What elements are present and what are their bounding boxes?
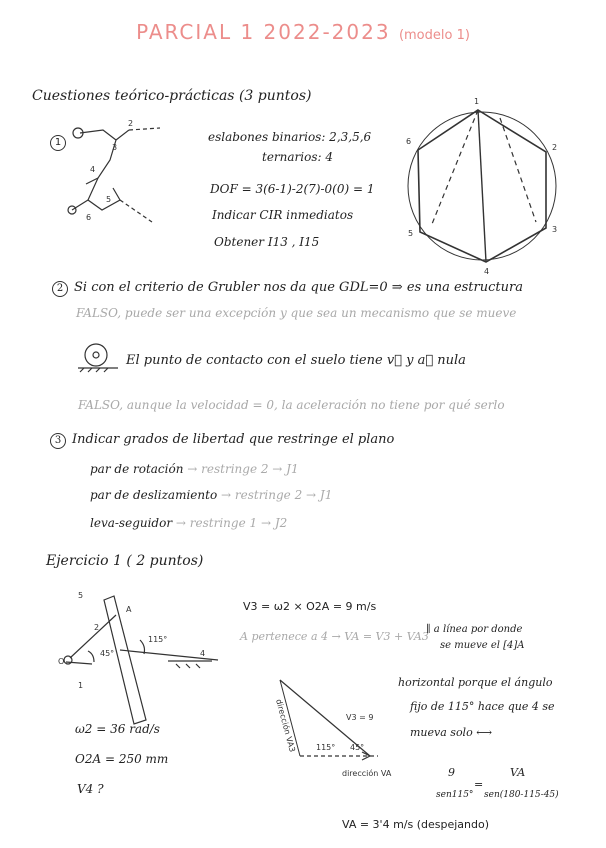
svg-text:4: 4	[484, 267, 490, 276]
list-item: par de rotación → restringe 2 → J1	[90, 462, 299, 476]
triangle-45-label: 45°	[350, 743, 365, 752]
sine-left-den: sen115°	[436, 790, 474, 800]
sine-left-num: 9	[448, 766, 455, 779]
given-w2: ω2 = 36 rad/s	[75, 722, 160, 736]
svg-text:4: 4	[90, 165, 96, 174]
angle-115-label: 115°	[148, 635, 168, 644]
list-item: leva-seguidor → restringe 1 → J2	[90, 516, 288, 530]
exercise-heading: Ejercicio 1 ( 2 puntos)	[46, 553, 204, 569]
svg-text:1: 1	[474, 97, 480, 106]
list-item: par de deslizamiento → restringe 2 → J1	[90, 488, 333, 502]
mechanism-sketch	[64, 596, 218, 724]
horizontal-note-2: fijo de 115° hace que 4 se	[410, 700, 555, 713]
q4-statement: Indicar grados de libertad que restringe el plano	[72, 432, 395, 447]
svg-text:5: 5	[408, 229, 414, 238]
dof-formula: DOF = 3(6-1)-2(7)-0(0) = 1	[210, 182, 375, 196]
v3-formula: V3 = ω2 × O2A = 9 m/s	[243, 600, 377, 613]
belongs-formula: A pertenece a 4 → VA = V3 + VA3	[240, 630, 429, 643]
ternary-links: ternarios: 4	[262, 150, 333, 164]
result-va: VA = 3'4 m/s (despejando)	[342, 818, 490, 831]
svg-text:1: 1	[78, 681, 84, 690]
question-number-1: 1	[50, 130, 72, 151]
note-parallel-1: ∥ a línea por donde	[426, 624, 523, 635]
given-o2a: O2A = 250 mm	[75, 752, 169, 766]
cir-instruction: Indicar CIR inmediatos	[212, 208, 354, 222]
svg-text:4: 4	[200, 649, 206, 658]
sine-equals: =	[474, 778, 484, 791]
svg-text:3: 3	[552, 225, 558, 234]
horizontal-note-3: mueva solo ⟷	[410, 726, 492, 739]
angle-45-label: 45°	[100, 649, 115, 658]
v3-label: V3 = 9	[346, 713, 374, 722]
q3-answer: FALSO, aunque la velocidad = 0, la aceleración no tiene por qué serlo	[78, 398, 505, 412]
obtain-instruction: Obtener I13 , I15	[214, 235, 320, 249]
svg-text:3: 3	[112, 143, 118, 152]
svg-text:2: 2	[128, 119, 134, 128]
svg-text:6: 6	[406, 137, 412, 146]
dir-va3-label: dirección VA3	[274, 698, 297, 754]
q3-statement: El punto de contacto con el suelo tiene v⃗ y a⃗ nula	[126, 353, 466, 368]
sine-right-num: VA	[510, 766, 526, 779]
title-text: PARCIAL 1 2022-2023	[136, 20, 391, 44]
svg-text:2: 2	[94, 623, 100, 632]
svg-text:2: 2	[552, 143, 558, 152]
q2-statement: Si con el criterio de Grubler nos da que GDL=0 ⇒ es una estructura	[74, 280, 523, 295]
question-number-3: 3	[50, 433, 66, 449]
svg-text:5: 5	[78, 591, 84, 600]
svg-text:5: 5	[106, 195, 112, 204]
dir-va-label: dirección VA	[342, 769, 392, 778]
note-parallel-2: se mueve el [4]A	[440, 640, 525, 651]
section-heading: Cuestiones teórico-prácticas (3 puntos)	[32, 88, 312, 104]
triangle-115-label: 115°	[316, 743, 336, 752]
svg-text:6: 6	[86, 213, 92, 222]
binary-links: eslabones binarios: 2,3,5,6	[208, 130, 372, 144]
given-ask: V4 ?	[77, 782, 104, 796]
horizontal-note-1: horizontal porque el ángulo	[398, 676, 553, 689]
sine-right-den: sen(180-115-45)	[484, 790, 559, 800]
title-model: (modelo 1)	[398, 28, 470, 43]
wheel-icon	[78, 344, 118, 372]
hexagon-diagram	[408, 110, 556, 262]
question-number-2: 2	[52, 281, 68, 297]
svg-text:O: O	[58, 657, 65, 666]
svg-text:A: A	[126, 605, 132, 614]
q2-answer: FALSO, puede ser una excepción y que sea un mecanismo que se mueve	[76, 306, 517, 320]
